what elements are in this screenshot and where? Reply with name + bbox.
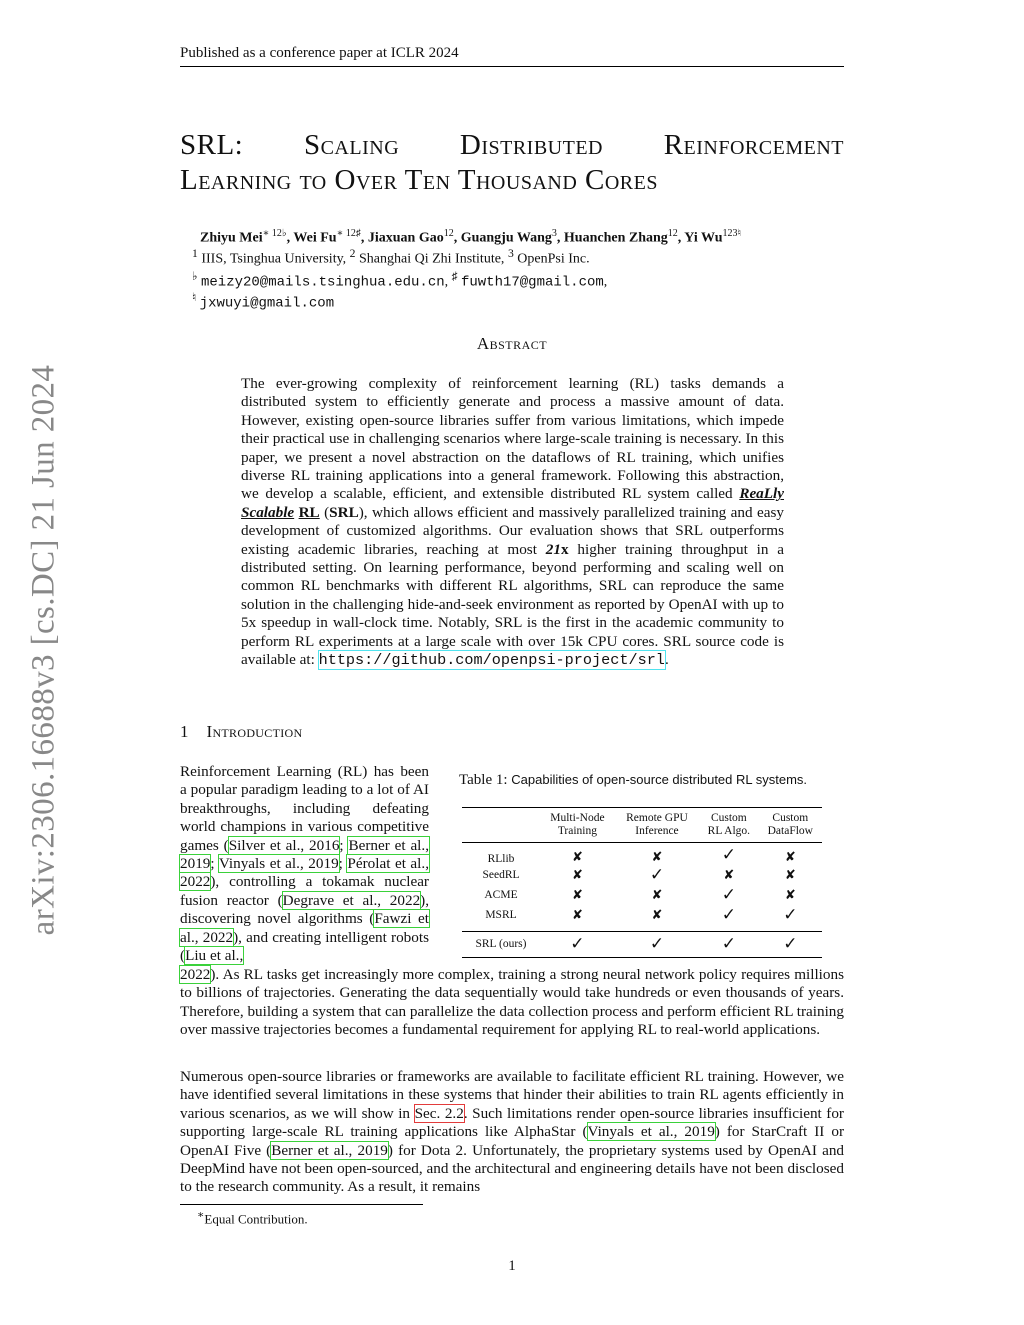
table-row xyxy=(462,885,822,905)
intro-text: ), and creating intelligent robots ( xyxy=(180,928,429,965)
footnote-rule xyxy=(180,1204,423,1205)
emph-rl: RL xyxy=(298,503,320,521)
intro-text: ). As RL tasks get increasingly more complex, training a strong neural network policy requires millions to billions of trajectories. Generating the data sequentially would take hundreds or even thousands of years. Therefore, building a system that can parallelize the data collection process and perform efficient RL training over massive trajectories becomes a fundamental requirement for applying RL to real-world applications. xyxy=(180,966,844,1039)
emph-scalable: Scalable xyxy=(241,503,295,521)
citation[interactable]: Liu et al., xyxy=(185,947,244,965)
footnote-mark: ∗ xyxy=(197,1209,205,1221)
affiliation: Shanghai Qi Zhi Institute, xyxy=(359,251,505,267)
email-line-1: ♭ meizy20@mails.tsinghua.edu.cn, ♯ fuwth17@gmail.com, xyxy=(192,270,608,291)
system-name: RLlib xyxy=(487,852,515,865)
cross-icon: ✘ xyxy=(571,906,583,922)
arxiv-sidebar xyxy=(14,0,74,1325)
author-name: Huanchen Zhang xyxy=(563,230,668,246)
citation[interactable]: Pérolat et al., 2022 xyxy=(180,855,429,891)
author-list: Zhiyu Mei$^{∗ 12♭}$, Wei $Fu^{∗ 12♯}$, Jiaxuan Gao$^{12}$, Guangju Wang$^3$, Huanchen Zhang$^{12}$, Yi $Wu^{123♮}$ xyxy=(200,228,742,246)
cross-icon: ✘ xyxy=(571,866,583,882)
cross-icon: ✘ xyxy=(723,866,735,882)
table-label: Table 1: xyxy=(459,772,508,788)
title-word: Distributed xyxy=(459,129,603,161)
intro-text: ), discovering novel algorithms ( xyxy=(180,891,430,928)
citation[interactable]: 2022 xyxy=(180,966,211,983)
citation[interactable]: Vinyals et al., 2019 xyxy=(587,1123,715,1141)
author-name: Zhiyu Mei xyxy=(200,230,263,246)
table-header: Remote GPU Inference xyxy=(626,812,688,837)
speedup-x: x xyxy=(560,540,569,558)
title-word: Scaling xyxy=(303,129,400,161)
cross-icon: ✘ xyxy=(784,866,796,882)
capability-cell xyxy=(759,865,822,885)
abstract-body: The ever-growing complexity of reinforcement learning (RL) tasks demands a distributed system to efficiently generate and process a massive amount of data. However, existing open-source libraries suffer from various limitations, which impede their practical use in challenging scenarios where large-scale training is necessary. In this paper, we present a novel abstraction on the dataflows of RL training, which unifies diverse RL training applications into a general framework. Following this abstraction, we develop a scalable, efficient, and extensible distributed RL system called ReaLly Scalable RL (SRL), which allows efficient and massively parallelized training and easy development of customized algorithms. Our evaluation shows that SRL outperforms existing academic libraries, reaching at most 21x higher training throughput in a distributed setting. On learning performance, beyond performing and scaling well on common RL benchmarks with different RL algorithms, SRL can reproduce the same solution in the challenging hide-and-seek environment as reported by OpenAI with up to 5x speedup in wall-clock time. Notably, SRL is the first in the academic community to perform RL experiments at a large scale with over 15k CPU cores. SRL source code is available at: https://github.com/openpsi-project/srl. xyxy=(241,375,785,670)
table-row xyxy=(462,843,822,865)
citation[interactable]: Fawzi et al., 2022 xyxy=(180,910,429,946)
capability-cell xyxy=(615,885,699,905)
cross-icon: ✘ xyxy=(651,848,663,864)
affiliation-mark: 3 xyxy=(507,247,514,260)
arxiv-identifier: arXiv:2306.16688v3 [cs.DC] 21 Jun 2024 xyxy=(25,364,62,936)
table-header: Multi-Node Training xyxy=(550,812,605,837)
capability-cell xyxy=(759,931,822,957)
email[interactable]: jxwuyi@gmail.com xyxy=(199,295,335,312)
intro-text: Numerous open-source libraries or frameworks are available to facilitate efficient RL training. However, we have identified several limitations in these systems that hinder their abilities to train RL agents efficiently in various scenarios, as we will show in xyxy=(180,1068,844,1122)
intro-text: . Such limitations render open-source libraries insufficient for supporting large-scale RL training applications like AlphaStar ( xyxy=(180,1104,844,1141)
checkmark-icon: ✓ xyxy=(721,934,736,953)
srl-abbr: SRL xyxy=(329,503,359,521)
capability-cell xyxy=(759,905,822,925)
author-name: Wei Fu xyxy=(293,230,337,246)
email-mark: ♯ xyxy=(451,270,458,283)
table-header: Custom DataFlow xyxy=(767,812,813,837)
table-header: Custom RL Algo. xyxy=(707,812,751,837)
capability-cell xyxy=(699,931,759,957)
footnote-text: Equal Contribution. xyxy=(204,1211,308,1227)
capability-cell xyxy=(759,885,822,905)
author-marks: 12 xyxy=(667,228,678,239)
abstract-heading: Abstract xyxy=(476,334,548,353)
system-name: SeedRL xyxy=(482,868,520,881)
capability-cell xyxy=(615,905,699,925)
affiliation-mark: 2 xyxy=(349,247,356,260)
abstract-text: higher training throughput in a distributed setting. On learning performance, beyond performing and scaling well on common RL benchmarks with different RL algorithms, SRL can reproduce the same solution in the challenging hide-and-seek environment as reported by OpenAI with up to 5x speedup in wall-clock time. Notably, SRL is the first in the academic community to perform RL experiments at a large scale with over 15k CPU cores. SRL source code is available at: xyxy=(241,540,785,669)
author-marks: 3 xyxy=(551,228,557,239)
capability-cell xyxy=(615,843,699,865)
author-marks: 12 xyxy=(443,228,454,239)
header-rule xyxy=(180,66,844,67)
email-mark: ♮ xyxy=(192,291,197,304)
system-name: MSRL xyxy=(485,908,517,921)
email-mark: ♭ xyxy=(192,270,198,283)
section-title: Introduction xyxy=(206,722,303,741)
capability-cell xyxy=(540,931,615,957)
affiliation: IIIS, Tsinghua University, xyxy=(201,251,347,267)
abstract-text: The ever-growing complexity of reinforcement learning (RL) tasks demands a distributed system to efficiently generate and process a massive amount of data. However, existing open-source libraries suffer from various limitations, which impede their practical use in challenging scenarios where large-scale training is necessary. In this paper, we present a novel abstraction on the dataflows of RL training, which unifies diverse RL training applications into a general framework. Following this abstraction, we develop a scalable, efficient, and extensible distributed RL system called xyxy=(241,375,784,503)
checkmark-icon: ✓ xyxy=(570,934,585,953)
table-header-empty xyxy=(462,808,540,843)
table-caption-text: Capabilities of open-source distributed RL systems. xyxy=(511,772,808,787)
capability-cell xyxy=(759,843,822,865)
cross-icon: ✘ xyxy=(651,886,663,902)
checkmark-icon: ✓ xyxy=(783,904,798,924)
checkmark-icon: ✓ xyxy=(649,864,665,884)
emph-really: ReaLly xyxy=(739,485,785,503)
capability-cell xyxy=(540,865,615,885)
checkmark-icon: ✓ xyxy=(721,884,736,904)
checkmark-icon: ✓ xyxy=(649,934,665,953)
checkmark-icon: ✓ xyxy=(721,904,736,924)
citation[interactable]: Berner et al., 2019 xyxy=(180,836,429,873)
speedup-value: 21 xyxy=(545,540,561,558)
author-name: Guangju Wang xyxy=(460,230,552,246)
capability-cell xyxy=(615,931,699,957)
section-heading-introduction xyxy=(180,722,302,742)
author-marks: ∗ 12♯ xyxy=(336,228,361,239)
running-header: Published as a conference paper at ICLR 2024 xyxy=(180,45,459,61)
intro-paragraph-1-rest xyxy=(180,966,844,1040)
intro-text: Reinforcement Learning (RL) has been a popular paradigm leading to a lot of AI breakthroughs, including defeating world champions in various competitive games xyxy=(180,763,429,854)
author-name: Yi Wu xyxy=(684,230,723,246)
checkmark-icon: ✓ xyxy=(783,934,798,953)
capability-cell xyxy=(540,843,615,865)
table-row xyxy=(462,931,822,957)
citation[interactable]: Degrave et al., 2022 xyxy=(282,891,421,909)
capability-cell xyxy=(699,905,759,925)
table-row xyxy=(462,905,822,925)
affiliation-mark: 1 xyxy=(192,247,198,260)
intro-text: ) for Dota 2. Unfortunately, the proprietary systems used by OpenAI and DeepMind have not been open-sourced, and the architectural and engineering details have not been disclosed to the research community. As a result, it remains xyxy=(180,1141,845,1196)
cross-icon: ✘ xyxy=(571,886,583,902)
author-name: Jiaxuan Gao xyxy=(367,230,444,246)
github-link[interactable]: https://github.com/openpsi-project/srl xyxy=(318,651,665,670)
author-marks: ∗ 12♭ xyxy=(262,228,287,239)
email[interactable]: meizy20@mails.tsinghua.edu.cn xyxy=(201,274,445,291)
title-line-2: Learning to Over Ten Thousand Cores xyxy=(180,164,658,196)
intro-column-text: Reinforcement Learning (RL) has been a popular paradigm leading to a lot of AI breakthroughs, including defeating world champions in various competitive games (Silver et al., 2016; Berner et al., 2019; Vinyals et al., 2019; Pérolat et al., 2022), controlling a tokamak nuclear fusion reactor (Degrave et al., 2022), discovering novel algorithms (Fawzi et al., 2022), and creating intelligent robots (Liu et al., xyxy=(180,763,430,965)
intro-text: ), controlling a tokamak nuclear fusion reactor ( xyxy=(180,873,429,909)
checkmark-icon: ✓ xyxy=(721,844,736,864)
cross-icon: ✘ xyxy=(784,848,796,864)
citation[interactable]: Silver et al., 2016 xyxy=(228,836,340,854)
section-number: 1 xyxy=(180,722,189,741)
system-name: ACME xyxy=(484,888,518,901)
email[interactable]: fuwth17@gmail.com xyxy=(460,274,604,291)
affiliation: OpenPsi Inc. xyxy=(517,251,590,267)
cross-icon: ✘ xyxy=(651,906,663,922)
capability-cell xyxy=(615,865,699,885)
capability-cell xyxy=(699,885,759,905)
capabilities-table xyxy=(462,807,822,958)
capability-cell xyxy=(699,843,759,865)
table-caption xyxy=(459,772,807,789)
cross-icon: ✘ xyxy=(784,886,796,902)
section-reference[interactable]: Sec. 2.2 xyxy=(414,1104,464,1122)
citation[interactable]: Berner et al., 2019 xyxy=(271,1141,388,1159)
intro-text: ) for StarCraft II or OpenAI Five ( xyxy=(180,1123,845,1159)
table-row xyxy=(462,865,822,885)
abstract-text: , which allows efficient and massively parallelized training and easy development of customized algorithms. Our evaluation shows that SRL outperforms existing academic libraries, reaching at most xyxy=(241,503,784,558)
capability-cell xyxy=(540,905,615,925)
title-word: SRL: xyxy=(180,129,244,161)
title-word: Reinforcement xyxy=(663,129,844,161)
capability-cell xyxy=(540,885,615,905)
paper-title xyxy=(180,128,844,198)
capability-cell xyxy=(699,865,759,885)
email-line-2 xyxy=(192,290,334,312)
system-name: SRL (ours) xyxy=(475,938,527,950)
page-number: 1 xyxy=(508,1258,516,1274)
author-marks: 123♮ xyxy=(722,228,742,239)
citation[interactable]: Vinyals et al., 2019 xyxy=(218,855,339,873)
affiliations xyxy=(192,247,590,268)
intro-paragraph-2 xyxy=(180,1068,844,1197)
cross-icon: ✘ xyxy=(571,848,583,864)
footnote xyxy=(197,1208,308,1227)
